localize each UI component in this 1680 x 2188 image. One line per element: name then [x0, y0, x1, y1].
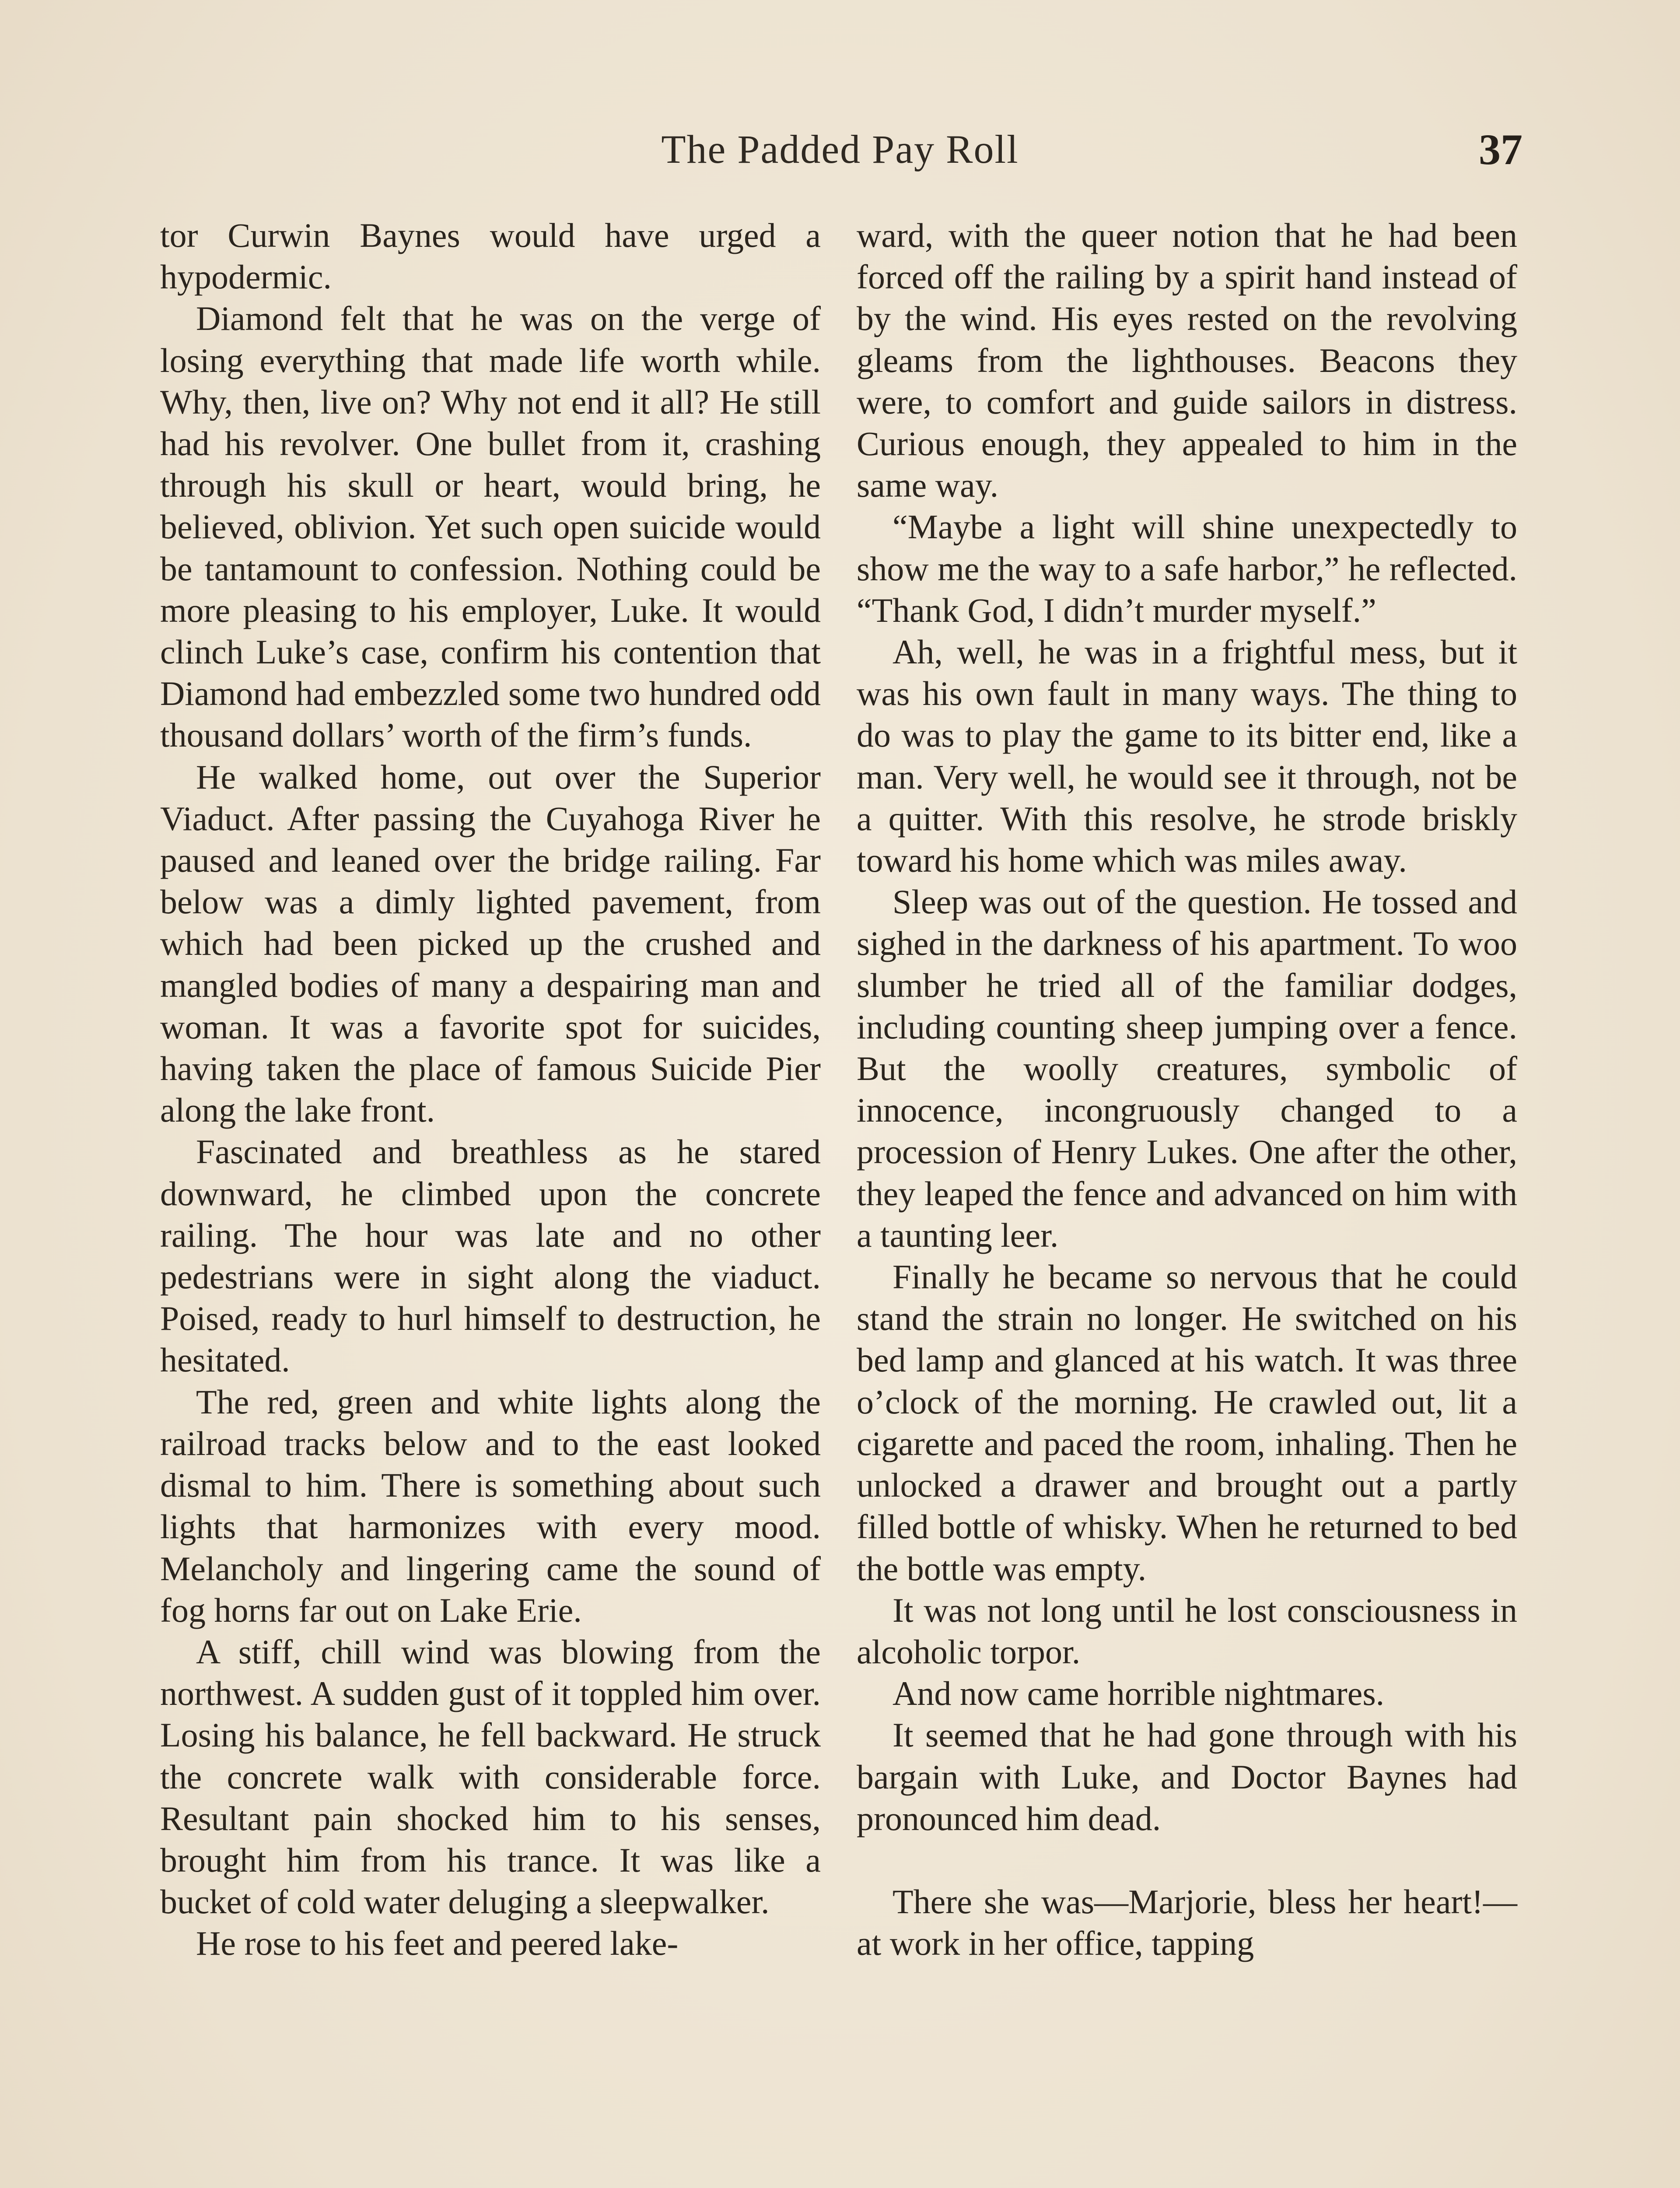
- paragraph: And now came horrible nightmares.: [892, 1674, 1385, 1713]
- page-number: 37: [1479, 125, 1522, 174]
- paragraph: Finally he became so nervous that he could stand the strain no longer. He switched on his bed lamp and glanced at his watch. It was three o’clock of the morning. He crawled out, lit a cigarette and paced the room, inhaling. Then he unlocked a drawer and brought out a partly filled bottle of whisky. When he returned to bed the bottle was empty.: [857, 1258, 1517, 1588]
- right-column: [857, 214, 1517, 1964]
- paragraph: tor Curwin Baynes would have urged a hypodermic.: [160, 216, 821, 296]
- left-column: [160, 214, 821, 1964]
- paragraph: “Maybe a light will shine unexpectedly to show me the way to a safe harbor,” he reflected. “Thank God, I didn’t murder myself.”: [857, 508, 1517, 629]
- page-header: [158, 126, 1522, 187]
- paragraph: Fascinated and breathless as he stared downward, he climbed upon the concrete railing. The hour was late and no other pedestrians were in sight along the viaduct. Poised, ready to hurl himself to destruction, he hesitated.: [160, 1133, 821, 1379]
- paragraph: Ah, well, he was in a frightful mess, but it was his own fault in many ways. The thing to do was to play the game to its bitter end, like a man. Very well, he would see it through, not be a quitter. With this resolve, he strode briskly toward his home which was miles away.: [857, 633, 1517, 880]
- paragraph: He rose to his feet and peered lake-: [196, 1924, 679, 1963]
- paragraph: It was not long until he lost consciousness in alcoholic torpor.: [857, 1591, 1517, 1671]
- paragraph: There she was—Marjorie, bless her heart!—at work in her office, tapping: [857, 1882, 1517, 1963]
- paragraph: The red, green and white lights along the railroad tracks below and to the east looked dismal to him. There is something about such lights that harmonizes with every mood. Melancholy and lingering came the sound of fog horns far out on Lake Erie.: [160, 1382, 821, 1629]
- paragraph: Sleep was out of the question. He tossed and sighed in the darkness of his apartment. To woo slumber he tried all of the familiar dodges, including counting sheep jumping over a fence. But the woolly creatures, symbolic of innocence, incongruously changed to a procession of Henry Lukes. One after the other, they leaped the fence and advanced on him with a taunting leer.: [857, 883, 1517, 1254]
- paragraph: Diamond felt that he was on the verge of losing everything that made life worth while. Why, then, live on? Why not end it all? He still had his revolver. One bullet from it, crashing through his skull or heart, would bring, he believed, oblivion. Yet such open suicide would be tantamount to confession. Nothing could be more pleasing to his employer, Luke. It would clinch Luke’s case, confirm his contention that Diamond had embezzled some two hundred odd thousand dollars’ worth of the firm’s funds.: [160, 299, 821, 754]
- paragraph: He walked home, out over the Superior Viaduct. After passing the Cuyahoga River he paused and leaned over the bridge railing. Far below was a dimly lighted pavement, from which had been picked up the crushed and mangled bodies of many a despairing man and woman. It was a favorite spot for suicides, having taken the place of famous Suicide Pier along the lake front.: [160, 757, 821, 1129]
- paragraph: A stiff, chill wind was blowing from the northwest. A sudden gust of it toppled him over. Losing his balance, he fell backward. He struck the concrete walk with considerable force. Resultant pain shocked him to his senses, brought him from his trance. It was like a bucket of cold water deluging a sleepwalker.: [160, 1632, 821, 1921]
- paragraph: ward, with the queer notion that he had been forced off the railing by a spirit hand instead of by the wind. His eyes rested on the revolving gleams from the lighthouses. Beacons they were, to comfort and guide sailors in distress. Curious enough, they appealed to him in the same way.: [857, 216, 1517, 505]
- running-title: The Padded Pay Roll: [661, 127, 1019, 172]
- paragraph: It seemed that he had gone through with his bargain with Luke, and Doctor Baynes had pronounced him dead.: [857, 1716, 1517, 1837]
